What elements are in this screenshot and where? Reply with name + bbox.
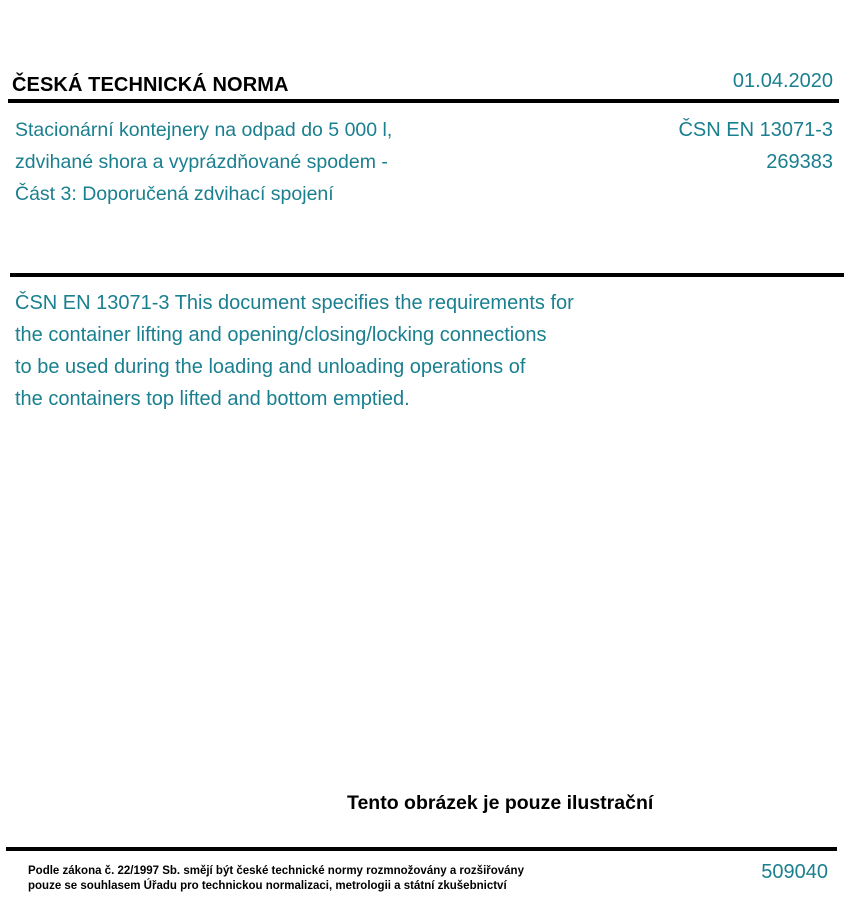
standard-title-line: Část 3: Doporučená zdvihací spojení: [15, 183, 334, 205]
catalog-number: 269383: [766, 151, 833, 173]
abstract-line: ČSN EN 13071-3 This document specifies the requirements for: [15, 292, 574, 314]
footer-code: 509040: [761, 861, 828, 883]
top-divider: [8, 99, 839, 103]
standard-codes: [678, 114, 833, 178]
legal-line: Podle zákona č. 22/1997 Sb. smějí být české technické normy rozmnožovány a rozšiřovány: [28, 865, 524, 877]
illustration-note: Tento obrázek je pouze ilustrační: [347, 792, 654, 814]
abstract-line: to be used during the loading and unloading operations of: [15, 356, 526, 378]
publication-date: 01.04.2020: [732, 70, 833, 92]
standard-title: [15, 114, 392, 210]
bottom-divider: [6, 847, 837, 851]
middle-divider: [10, 273, 844, 277]
document-heading: ČESKÁ TECHNICKÁ NORMA: [12, 74, 289, 96]
standard-designation: ČSN EN 13071-3: [678, 119, 833, 141]
abstract-line: the containers top lifted and bottom emptied.: [15, 388, 410, 410]
standard-title-line: zdvihané shora a vyprázdňované spodem -: [15, 151, 388, 173]
abstract: [15, 287, 574, 415]
legal-notice: [28, 864, 524, 894]
abstract-line: the container lifting and opening/closing/locking connections: [15, 324, 547, 346]
standard-title-line: Stacionární kontejnery na odpad do 5 000 l,: [15, 119, 393, 141]
legal-line: pouze se souhlasem Úřadu pro technickou normalizaci, metrologii a státní zkušebnictví: [28, 880, 507, 892]
